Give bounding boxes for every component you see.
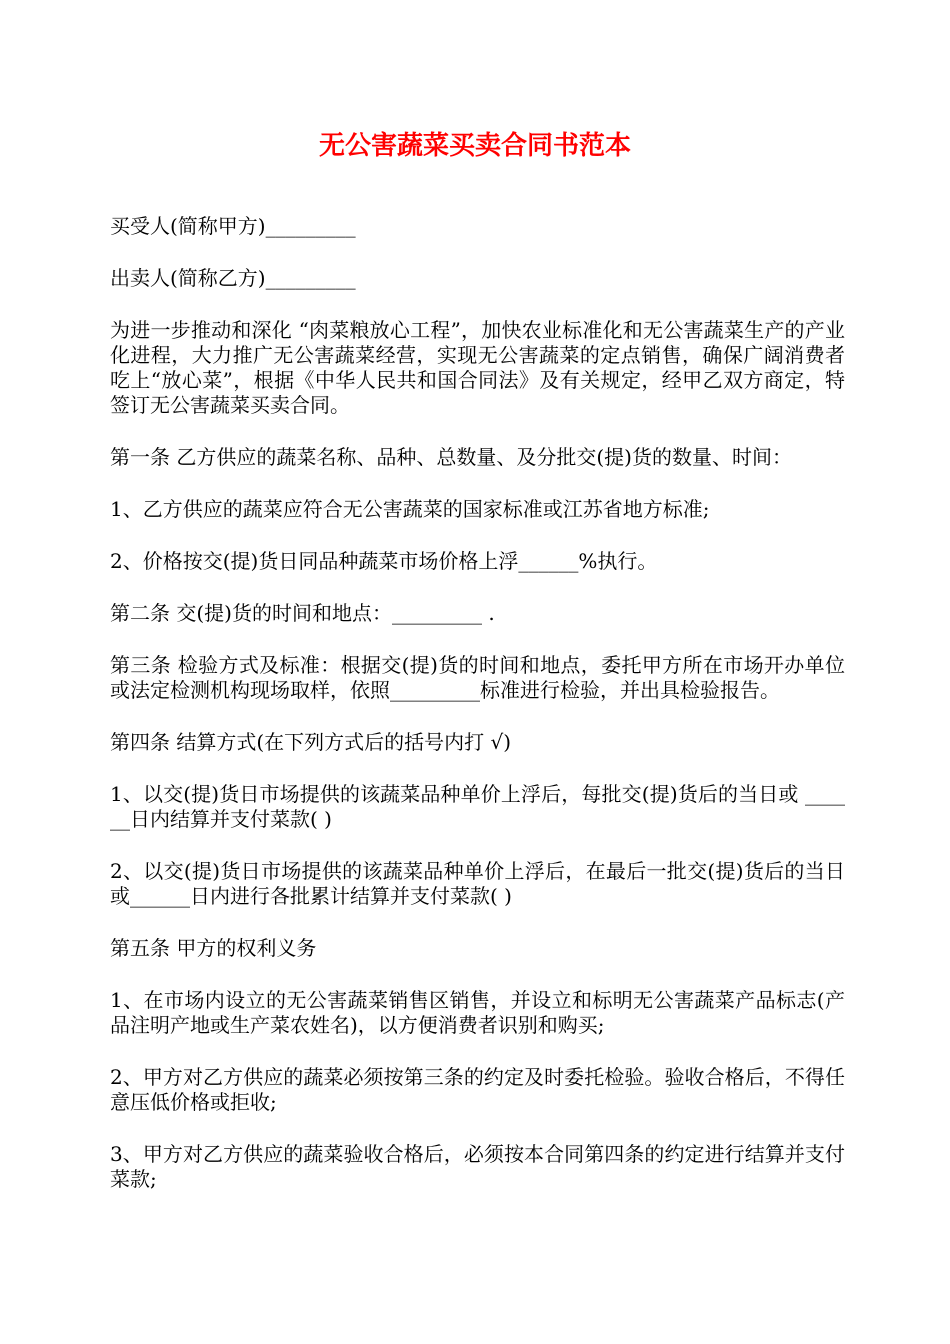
article-1-heading: 第一条 乙方供应的蔬菜名称、品种、总数量、及分批交(提)货的数量、时间： [110, 445, 792, 469]
article-4-heading: 第四条 结算方式(在下列方式后的括号内打 √) [110, 730, 512, 754]
document-title: 无公害蔬菜买卖合同书范本 [318, 131, 631, 161]
article-2: 第二条 交(提)货的时间和地点：_________ . [110, 601, 495, 625]
article-5-item-3: 3、甲方对乙方供应的蔬菜验收合格后，必须按本合同第四条的约定进行结算并支付菜款; [110, 1142, 845, 1191]
seller-line: 出卖人(简称乙方)_________ [110, 266, 356, 290]
article-5-item-1: 1、在市场内设立的无公害蔬菜销售区销售，并设立和标明无公害蔬菜产品标志(产品注明产地或生产菜农姓名)，以方便消费者识别和购买; [110, 988, 845, 1037]
article-4-item-1: 1、以交(提)货日市场提供的该蔬菜品种单价上浮后，每批交(提)货后的当日或 ______日内结算并支付菜款( ) [110, 782, 845, 831]
buyer-line: 买受人(简称甲方)_________ [110, 214, 356, 238]
article-3: 第三条 检验方式及标准：根据交(提)货的时间和地点，委托甲方所在市场开办单位或法定检测机构现场取样，依照_________标准进行检验，并出具检验报告。 [110, 653, 845, 702]
preamble-paragraph: 为进一步推动和深化 “肉菜粮放心工程”，加快农业标准化和无公害蔬菜生产的产业化进程，大力推广无公害蔬菜经营，实现无公害蔬菜的定点销售，确保广阔消费者吃上“放心菜”，根据《中华人民共和国合同法》及有关规定，经甲乙双方商定，特签订无公害蔬菜买卖合同。 [110, 318, 845, 417]
article-1-item-2: 2、价格按交(提)货日同品种蔬菜市场价格上浮______%执行。 [110, 549, 658, 573]
article-4-item-2: 2、以交(提)货日市场提供的该蔬菜品种单价上浮后，在最后一批交(提)货后的当日或______日内进行各批累计结算并支付菜款( ) [110, 859, 845, 908]
article-5-heading: 第五条 甲方的权利义务 [110, 936, 317, 960]
article-1-item-1: 1、乙方供应的蔬菜应符合无公害蔬菜的国家标准或江苏省地方标准; [110, 497, 710, 521]
article-5-item-2: 2、甲方对乙方供应的蔬菜必须按第三条的约定及时委托检验。验收合格后，不得任意压低价格或拒收; [110, 1065, 845, 1114]
document-body [110, 214, 845, 1219]
